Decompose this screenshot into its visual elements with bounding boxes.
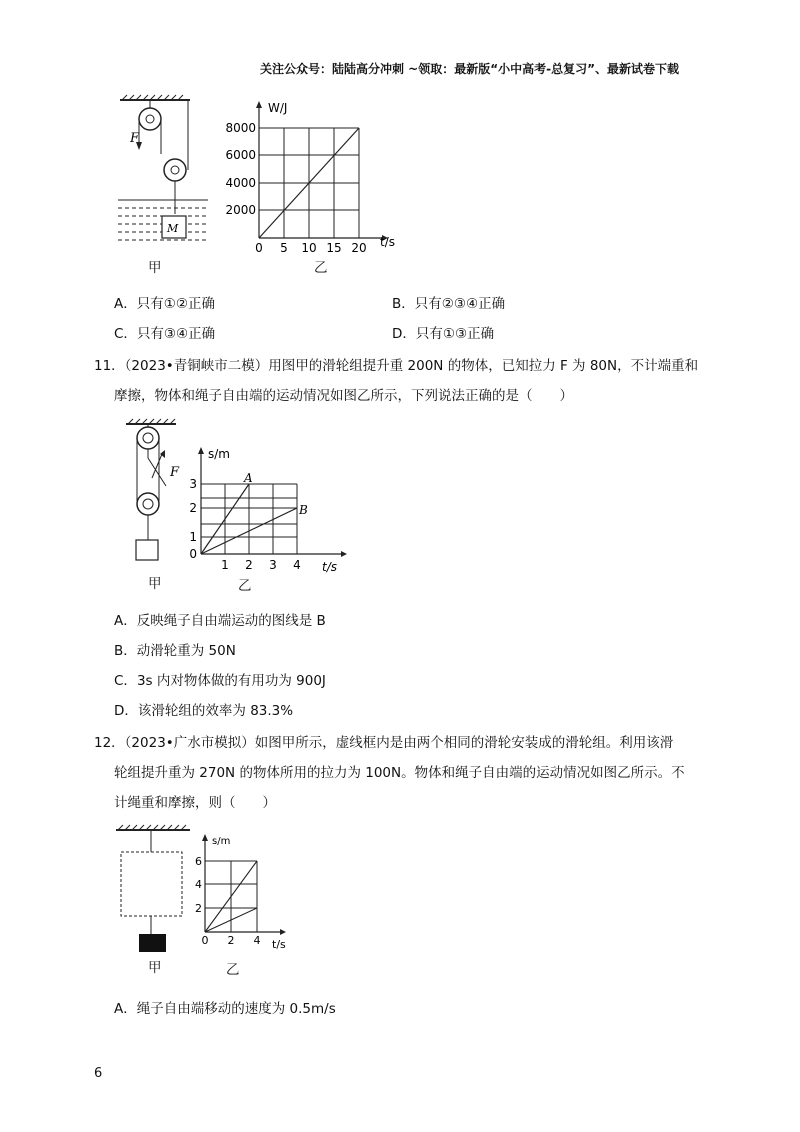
q12-figure-jia: [110, 822, 200, 957]
q12-yi-label: 乙: [226, 962, 240, 978]
force-label: F: [130, 131, 140, 146]
q10-option-d[interactable]: D．只有①③正确: [392, 326, 495, 342]
q12-jia-label: 甲: [148, 960, 162, 976]
ytick: 4: [195, 878, 202, 891]
xtick: 0: [201, 934, 209, 947]
q11-option-d[interactable]: D．该滑轮组的效率为 83.3%: [114, 703, 294, 719]
ytick: 3: [189, 477, 197, 491]
header-notice: 关注公众号：陆陆高分冲刺 ~领取：最新版“小中高考-总复习”、最新试卷下载: [260, 62, 679, 76]
q11-option-b[interactable]: B．动滑轮重为 50N: [114, 643, 236, 659]
xtick: 4: [253, 934, 261, 947]
ytick: 6: [195, 855, 202, 868]
page-number: 6: [94, 1066, 103, 1081]
ytick: 2: [195, 902, 202, 915]
q11-yi-label: 乙: [238, 578, 252, 594]
force-label: F: [170, 465, 180, 480]
line-b-label: B: [299, 503, 308, 517]
q11-stem-line1: 11．（2023•青铜峡市二模）用图甲的滑轮组提升重 200N 的物体，已知拉力 F 为 80N，不计端重和: [94, 358, 699, 374]
q10-option-b[interactable]: B．只有②③④正确: [392, 296, 506, 312]
yaxis-label: W/J: [268, 101, 288, 115]
q10-option-c[interactable]: C．只有③④正确: [114, 326, 216, 342]
xtick: 5: [280, 241, 288, 255]
xtick: 4: [293, 558, 301, 572]
xtick: 20: [351, 241, 367, 255]
xtick: 1: [221, 558, 229, 572]
q12-stem-line1: 12．（2023•广水市模拟）如图甲所示，虚线框内是由两个相同的滑轮安装成的滑轮组。利用该滑: [94, 735, 674, 751]
xtick: 3: [269, 558, 277, 572]
yaxis-label: s/m: [208, 447, 230, 461]
q12-stem-line3: 计绳重和摩擦，则（ ）: [114, 795, 276, 811]
xtick: 2: [245, 558, 253, 572]
ytick: 2000: [225, 203, 256, 217]
q10-figure-yi: [222, 98, 412, 258]
q10-figure-jia: [110, 92, 220, 252]
q11-figure-yi: [186, 446, 356, 576]
q11-option-a[interactable]: A．反映绳子自由端运动的图线是 B: [114, 613, 326, 629]
q11-stem-line2: 摩擦，物体和绳子自由端的运动情况如图乙所示，下列说法正确的是（ ）: [114, 388, 573, 404]
origin-label: 0: [189, 547, 197, 561]
q10-option-a[interactable]: A．只有①②正确: [114, 296, 215, 312]
q12-option-a[interactable]: A．绳子自由端移动的速度为 0.5m/s: [114, 1001, 336, 1017]
mass-label: M: [167, 222, 179, 235]
q10-yi-label: 乙: [314, 260, 328, 276]
xtick: 10: [301, 241, 317, 255]
xaxis-label: t/s: [272, 938, 286, 951]
xaxis-label: t/s: [380, 235, 395, 249]
yaxis-label: s/m: [212, 836, 231, 847]
ytick: 2: [189, 501, 197, 515]
xaxis-label: t/s: [322, 560, 337, 574]
q11-option-c[interactable]: C．3s 内对物体做的有用功为 900J: [114, 673, 326, 689]
q11-figure-jia: [118, 418, 193, 568]
q12-figure-yi: [192, 832, 302, 952]
line-a-label: A: [244, 471, 253, 485]
xtick: 15: [326, 241, 342, 255]
ytick: 4000: [225, 176, 256, 190]
q11-jia-label: 甲: [148, 576, 162, 592]
ytick: 1: [189, 530, 197, 544]
ytick: 6000: [225, 148, 256, 162]
xtick: 2: [227, 934, 235, 947]
q12-stem-line2: 轮组提升重为 270N 的物体所用的拉力为 100N。物体和绳子自由端的运动情况如图乙所示。不: [114, 765, 685, 781]
xtick: 0: [255, 241, 263, 255]
q10-jia-label: 甲: [148, 260, 162, 276]
ytick: 8000: [225, 121, 256, 135]
